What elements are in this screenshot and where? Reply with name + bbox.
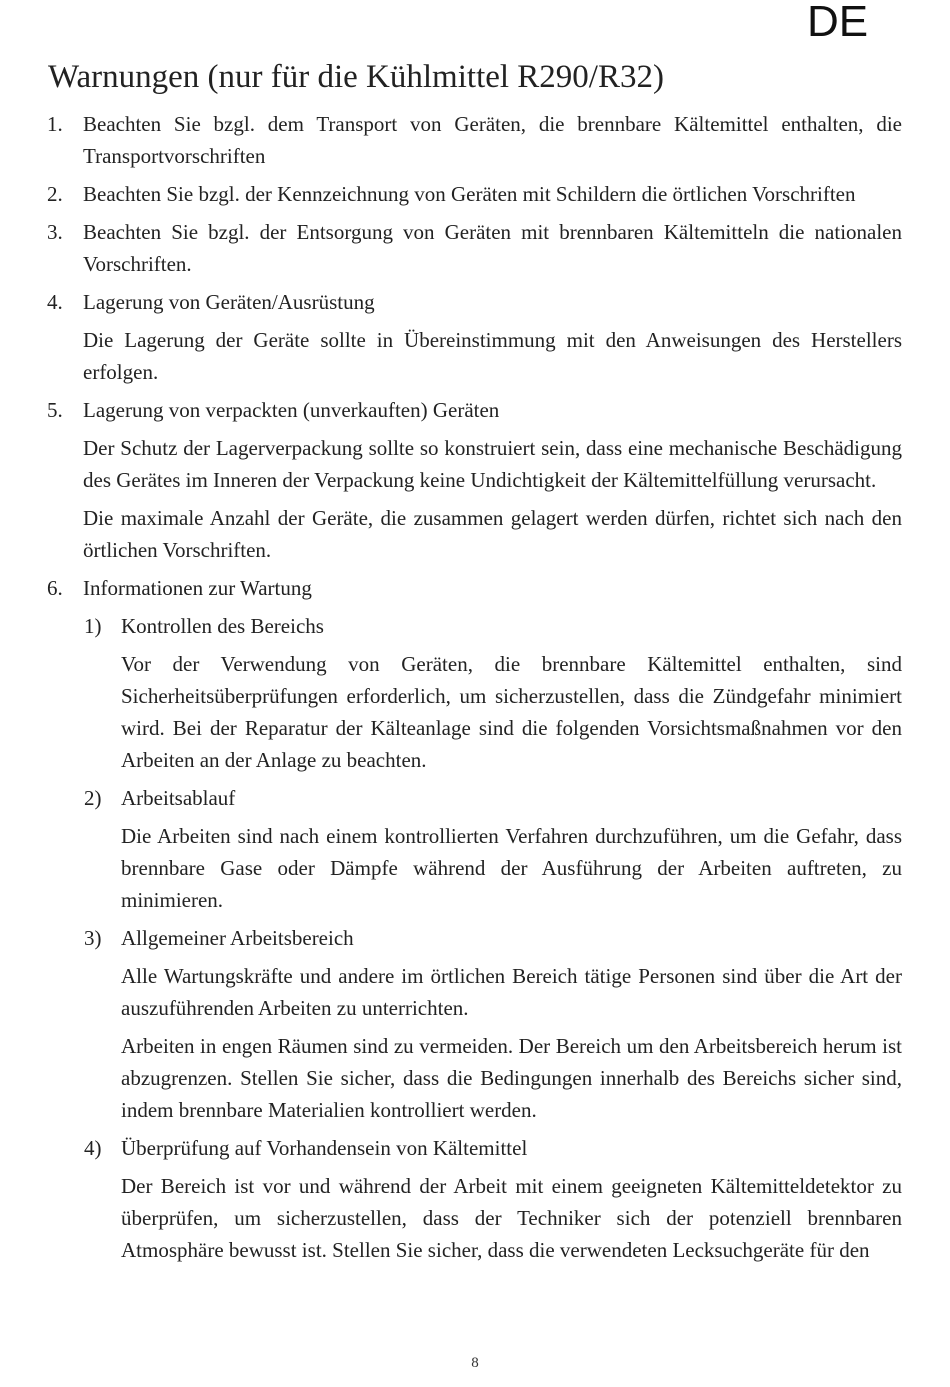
paragraph: Arbeiten in engen Räumen sind zu vermeiden. Der Bereich um den Arbeitsbereich herum ist abzugrenzen. Stellen Sie sicher, dass die Bedingungen innerhalb des Bereichs sicher sind, indem brennbare Materialien kontrolliert werden. [121,1034,902,1122]
paragraph: Vor der Verwendung von Geräten, die brennbare Kältemittel enthalten, sind Sicherheitsüberprüfungen erforderlich, um sicherzustellen, dass die Zündgefahr minimiert wird. Bei der Reparatur der Kälteanlage sind die folgenden Vorsichtsmaßnahmen vor den Arbeiten an der Anlage zu beachten. [121,652,902,772]
paragraph: Die Arbeiten sind nach einem kontrollierten Verfahren durchzuführen, um die Gefahr, dass brennbare Gase oder Dämpfe während der Ausführung der Arbeiten auftreten, zu minimieren. [121,824,902,912]
list-item-heading: Lagerung von Geräten/Ausrüstung [83,290,375,314]
list-item-3 [0,216,950,280]
sub-item-1 [0,610,950,776]
list-item-text: Beachten Sie bzgl. der Kennzeichnung von Geräten mit Schildern die örtlichen Vorschriften [83,182,856,206]
sub-item-4 [0,1132,950,1266]
paragraph: Der Bereich ist vor und während der Arbeit mit einem geeigneten Kältemitteldetektor zu überprüfen, um sicherzustellen, dass der Techniker sich der potenziell brennbaren Atmosphäre bewusst ist. Stellen Sie sicher, dass die verwendeten Lecksuchgeräte für den [121,1174,902,1262]
sub-number: 1) [84,614,102,638]
list-item-5 [0,394,950,566]
document-body [0,108,950,1272]
sub-item-heading: Allgemeiner Arbeitsbereich [121,926,354,950]
paragraph: Die Lagerung der Geräte sollte in Übereinstimmung mit den Anweisungen des Herstellers erfolgen. [83,328,902,384]
list-item-2 [0,178,950,210]
list-item-6 [0,572,950,1266]
list-item-heading: Lagerung von verpackten (unverkauften) Geräten [83,398,500,422]
paragraph: Der Schutz der Lagerverpackung sollte so konstruiert sein, dass eine mechanische Beschädigung des Gerätes im Inneren der Verpackung keine Undichtigkeit der Kältemittelfüllung verursacht. [83,436,902,492]
list-item-text: Beachten Sie bzgl. dem Transport von Geräten, die brennbare Kältemittel enthalten, die Transportvorschriften [83,112,902,168]
sub-item-heading: Kontrollen des Bereichs [121,614,324,638]
language-code: DE [807,0,869,46]
sub-number: 2) [84,786,102,810]
page-title: Warnungen (nur für die Kühlmittel R290/R32) [48,59,664,95]
sub-number: 4) [84,1136,102,1160]
list-item-1 [0,108,950,172]
sub-item-3 [0,922,950,1126]
list-number: 6. [47,576,63,600]
list-number: 5. [47,398,63,422]
sub-number: 3) [84,926,102,950]
paragraph: Die maximale Anzahl der Geräte, die zusammen gelagert werden dürfen, richtet sich nach den örtlichen Vorschriften. [83,506,902,562]
page-number: 8 [471,1355,479,1371]
sub-item-2 [0,782,950,916]
list-number: 1. [47,112,63,136]
list-number: 4. [47,290,63,314]
list-item-4 [0,286,950,388]
sub-item-heading: Überprüfung auf Vorhandensein von Kältemittel [121,1136,528,1160]
list-number: 3. [47,220,63,244]
sub-item-heading: Arbeitsablauf [121,786,236,810]
list-number: 2. [47,182,63,206]
list-item-text: Beachten Sie bzgl. der Entsorgung von Geräten mit brennbaren Kältemitteln die nationalen Vorschriften. [83,220,902,276]
paragraph: Alle Wartungskräfte und andere im örtlichen Bereich tätige Personen sind über die Art der auszuführenden Arbeiten zu unterrichten. [121,964,902,1020]
list-item-heading: Informationen zur Wartung [83,576,312,600]
